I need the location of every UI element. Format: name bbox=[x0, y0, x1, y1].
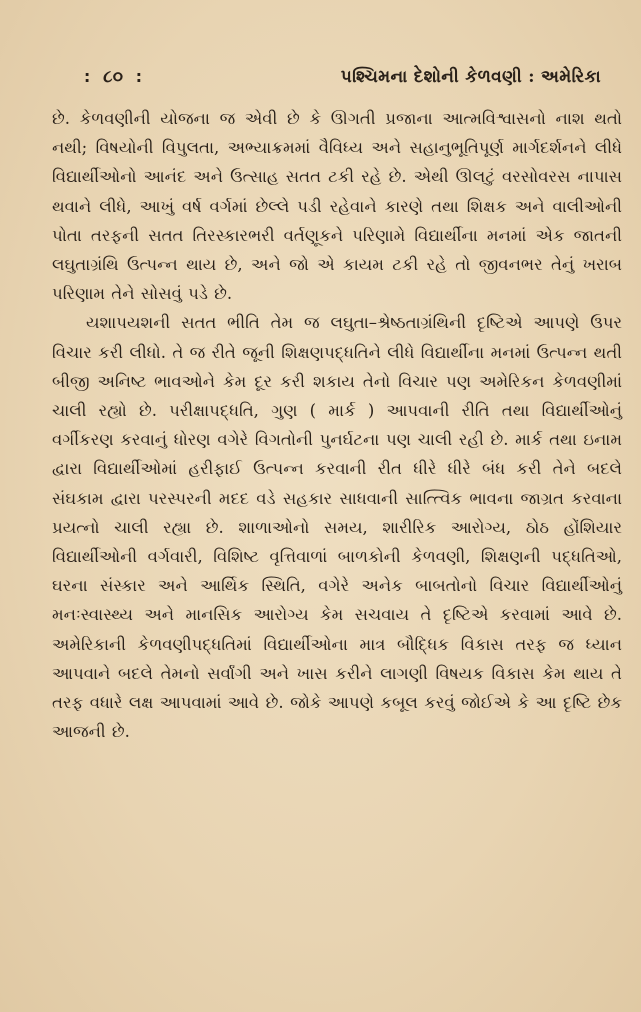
page-number: : ૮૦ : bbox=[82, 67, 145, 87]
paragraph: યશાપયશની સતત ભીતિ તેમ જ લઘુતા–શ્રેષ્ઠતાગ્રંથિની દૃષ્ટિએ આપણે ઉપર વિચાર કરી લીધો. તે જ રીતે જૂની શિક્ષણપદ્ધતિને લીધે વિદ્યાર્થીના મનમાં ઉત્પન્ન થતી બીજી અનિષ્ટ ભાવઓને કેમ દૂર કરી શકાય તેનો વિચાર પણ અમેરિકન કેળવણીમાં ચાલી રહ્યો છે. પરીક્ષાપદ્ધતિ, ગુણ ( માર્ક ) આપવાની રીતિ તથા વિદ્યાર્થીઓનું વર્ગીકરણ કરવાનું ધોરણ વગેરે વિગતોની પુનર્ઘટના પણ ચાલી રહી છે. માર્ક તથા ઇનામ દ્વારા વિદ્યાર્થીઓમાં હરીફાઈ ઉત્પન્ન કરવાની રીત ધીરે ધીરે બંધ કરી તેને બદલે સંઘકામ દ્વારા પરસ્પરની મદદ વડે સહકાર સાધવાની સાત્ત્વિક ભાવના જાગ્રત કરવાના પ્રયત્નો ચાલી રહ્યા છે. શાળાઓનો સમય, શારીરિક આરોગ્ય, ઠોઠ હોંશિયાર વિદ્યાર્થીઓની વર્ગવારી, વિશિષ્ટ વૃત્તિવાળાં બાળકોની કેળવણી, શિક્ષણની પદ્ધતિઓ, ઘરના સંસ્કાર અને આર્થિક સ્થિતિ, વગેરે અનેક બાબતોનો વિચાર વિદ્યાર્થીઓનું મનઃસ્વાસ્થ્ય અને માનસિક આરોગ્ય કેમ સચવાય તે દૃષ્ટિએ કરવામાં આવે છે. અમેરિકાની કેળવણીપદ્ધતિમાં વિદ્યાર્થીઓના માત્ર બૌદ્ધિક વિકાસ તરફ જ ધ્યાન આપવાને બદલે તેમનો સર્વાંગી અને ખાસ કરીને લાગણી વિષયક વિકાસ કેમ થાય તે તરફ વધારે લક્ષ આપવામાં આવે છે. જોકે આપણે કબૂલ કરવું જોઈએ કે આ દૃષ્ટિ છેક આજની છે. bbox=[52, 313, 622, 742]
running-title: પશ્ચિમના દેશોની કેળવણી : અમેરિકા bbox=[340, 67, 601, 87]
page-header bbox=[82, 62, 601, 92]
body-text bbox=[52, 104, 622, 746]
paragraph-continuation: છે. કેળવણીની યોજના જ એવી છે કે ઊગતી પ્રજાના આત્મવિશ્વાસનો નાશ થતો નથી; વિષયોની વિપુલતા, અભ્યાક્રમમાં વૈવિધ્ય અને સહાનુભૂતિપૂર્ણ માર્ગદર્શનને લીધે વિદ્યાર્થીઓનો આનંદ અને ઉત્સાહ સતત ટકી રહે છે. એથી ઊલટું વરસોવરસ નાપાસ થવાને લીધે, આખું વર્ષ વર્ગમાં છેલ્લે પડી રહેવાને કારણે તથા શિક્ષક અને વાલીઓની પોતા તરફની સતત તિરસ્કારભરી વર્તણૂકને પરિણામે વિદ્યાર્થીના મનમાં એક જાતની લઘુતાગ્રંથિ ઉત્પન્ન થાય છે, અને જો એ કાયમ ટકી રહે તો જીવનભર તેનું ખરાબ પરિણામ તેને સોસવું પડે છે. bbox=[52, 109, 622, 304]
